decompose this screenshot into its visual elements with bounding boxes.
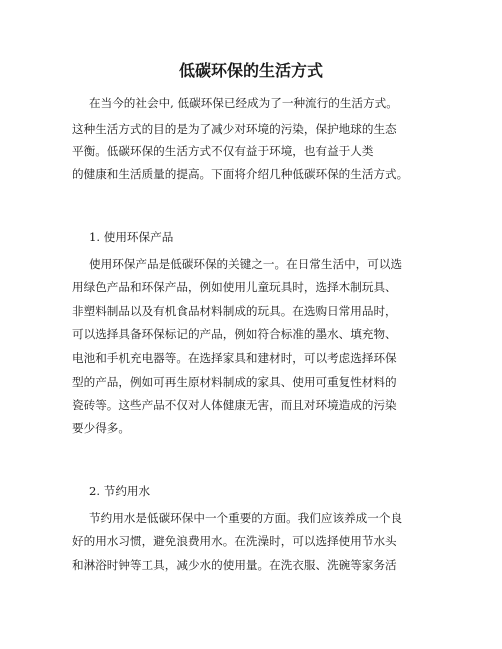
intro-line: 平衡。低碳环保的生活方式不仅有益于环境，也有益于人类 bbox=[72, 144, 374, 158]
intro-line: 这种生活方式的目的是为了减少对环境的污染，保护地球的生态 bbox=[72, 122, 397, 136]
section1-line: 用绿色产品和环保产品，例如使用儿童玩具时，选择木制玩具、 bbox=[72, 280, 397, 294]
section1-line: 瓷砖等。这些产品不仅对人体健康无害，而且对环境造成的污染 bbox=[72, 398, 397, 412]
section2-line: 好的用水习惯，避免浪费用水。在洗澡时，可以选择使用节水头 bbox=[72, 534, 397, 548]
section2-line: 节约用水是低碳环保中一个重要的方面。我们应该养成一个良 bbox=[89, 511, 403, 525]
section1-line: 要少得多。 bbox=[72, 421, 130, 435]
section-heading-1: 1. 使用环保产品 bbox=[89, 230, 174, 244]
document-title: 低碳环保的生活方式 bbox=[178, 61, 323, 80]
section1-line: 使用环保产品是低碳环保的关键之一。在日常生活中，可以选 bbox=[89, 257, 403, 271]
intro-line: 的健康和生活质量的提高。下面将介绍几种低碳环保的生活方式。 bbox=[72, 167, 409, 181]
section-heading-2: 2. 节约用水 bbox=[89, 484, 151, 498]
section1-line: 可以选择具备环保标记的产品，例如符合标准的墨水、填充物、 bbox=[72, 327, 397, 341]
intro-line: 在当今的社会中, 低碳环保已经成为了一种流行的生活方式。 bbox=[89, 96, 398, 110]
section2-line: 和淋浴时钟等工具，减少水的使用量。在洗衣服、洗碗等家务活 bbox=[72, 558, 397, 572]
section1-line: 型的产品，例如可再生原材料制成的家具、使用可重复性材料的 bbox=[72, 375, 397, 389]
section1-line: 非塑料制品以及有机食品材料制成的玩具。在选购日常用品时， bbox=[72, 304, 397, 318]
section1-line: 电池和手机充电器等。在选择家具和建材时，可以考虑选择环保 bbox=[72, 351, 397, 365]
